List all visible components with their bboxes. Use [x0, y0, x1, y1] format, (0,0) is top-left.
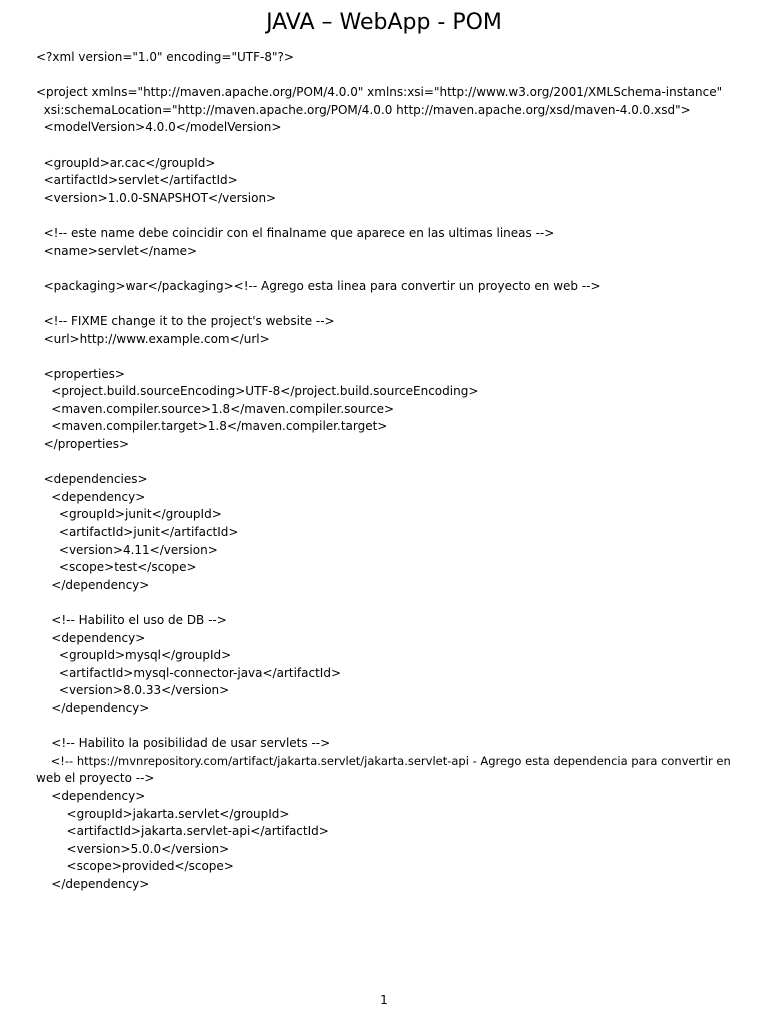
code-line: <version>1.0.0-SNAPSHOT</version> — [36, 190, 277, 205]
code-line: <artifactId>jakarta.servlet-api</artifactId> — [36, 824, 329, 839]
code-line: <dependency> — [36, 489, 146, 504]
code-line — [36, 454, 736, 472]
code-line — [36, 348, 736, 366]
code-line: <properties> — [36, 366, 125, 381]
page-title: JAVA – WebApp - POM — [266, 10, 502, 35]
code-line: <maven.compiler.source>1.8</maven.compiler.source> — [36, 401, 395, 416]
code-line: <project.build.sourceEncoding>UTF-8</project.build.sourceEncoding> — [36, 384, 479, 399]
code-line: </dependency> — [36, 577, 150, 592]
code-line: <version>5.0.0</version> — [36, 841, 230, 856]
code-line: <!-- https://mvnrepository.com/artifact/jakarta.servlet/jakarta.servlet-api - Agrego esta dependencia para convertir en — [36, 753, 731, 768]
code-line: <!-- este name debe coincidir con el finalname que aparece en las ultimas lineas --> — [36, 225, 555, 240]
code-line — [36, 207, 736, 225]
page-number: 1 — [380, 993, 388, 1007]
code-line: <dependency> — [36, 788, 146, 803]
code-line: <groupId>jakarta.servlet</groupId> — [36, 806, 290, 821]
code-line: <groupId>ar.cac</groupId> — [36, 155, 216, 170]
code-line: <version>8.0.33</version> — [36, 683, 230, 698]
code-line: <packaging>war</packaging><!-- Agrego esta linea para convertir un proyecto en web --> — [36, 278, 601, 293]
code-line: <url>http://www.example.com</url> — [36, 331, 270, 346]
code-line — [36, 260, 736, 278]
code-line — [36, 137, 736, 155]
code-line: <!-- FIXME change it to the project's website --> — [36, 313, 335, 328]
code-line: </dependency> — [36, 876, 150, 891]
code-line — [36, 295, 736, 313]
code-line: <?xml version="1.0" encoding="UTF-8"?> — [36, 50, 294, 64]
code-line — [36, 67, 736, 85]
code-line: <scope>provided</scope> — [36, 859, 234, 874]
code-line: <dependency> — [36, 630, 146, 645]
code-line: <!-- Habilito el uso de DB --> — [36, 613, 227, 627]
code-line: <modelVersion>4.0.0</modelVersion> — [36, 120, 282, 135]
code-line: <artifactId>mysql-connector-java</artifactId> — [36, 665, 342, 680]
code-line: <groupId>junit</groupId> — [36, 507, 222, 522]
code-line — [36, 594, 736, 612]
code-line: <!-- Habilito la posibilidad de usar servlets --> — [36, 736, 331, 751]
code-line: <groupId>mysql</groupId> — [36, 648, 232, 663]
code-line: <artifactId>junit</artifactId> — [36, 525, 239, 540]
code-line — [36, 718, 736, 736]
code-line: </dependency> — [36, 700, 150, 715]
code-line: <name>servlet</name> — [36, 243, 198, 258]
code-line: <artifactId>servlet</artifactId> — [36, 173, 238, 188]
code-line: <project xmlns="http://maven.apache.org/POM/4.0.0" xmlns:xsi="http://www.w3.org/2001/XMLSchema-instance" — [36, 85, 723, 100]
code-line: <scope>test</scope> — [36, 560, 197, 575]
code-line: <version>4.11</version> — [36, 542, 218, 557]
code-line: </properties> — [36, 437, 130, 452]
code-line: xsi:schemaLocation="http://maven.apache.org/POM/4.0.0 http://maven.apache.org/xsd/maven-4.0.0.xsd"> — [36, 102, 691, 117]
code-line: <maven.compiler.target>1.8</maven.compiler.target> — [36, 419, 388, 434]
code-line: <dependencies> — [36, 472, 148, 487]
document-body — [36, 49, 736, 894]
code-line: web el proyecto --> — [36, 771, 155, 786]
